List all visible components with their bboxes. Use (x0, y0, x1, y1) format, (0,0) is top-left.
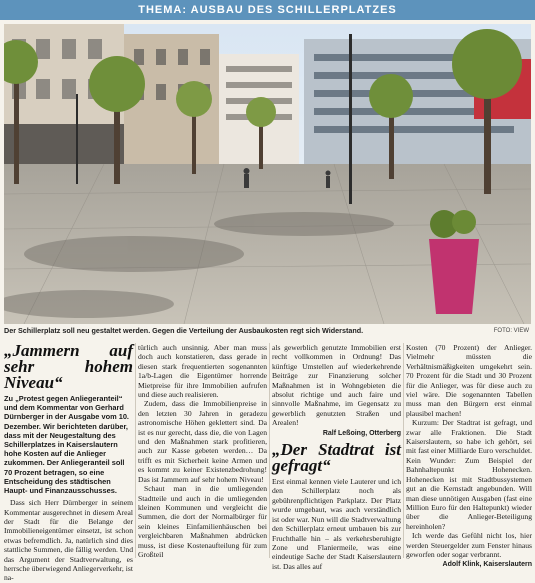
column-divider (135, 343, 136, 558)
photo-credit: FOTO: VIEW (493, 328, 529, 334)
article1-headline: „Jammern auf sehr hohem Niveau“ (4, 341, 133, 392)
article1-paragraph: als gewerblich genutzte Immobilien erst recht vollkommen in Ordnung! Das künftige Umstellen auf wiederkehrende Beiträge zur Finanzierung solcher Maßnahmen ist in Wohngebieten die absolut richtige und auch faire und sinnvolle Maßnahme, im Gegensatz zu gewerblich genutzten Straßen und Arealen! (272, 343, 401, 428)
article1-signature: Ralf Leßoing, Otterberg (322, 429, 401, 437)
article2-paragraph: Erst einmal kennen viele Lauterer und ich den Schillerplatz noch als gebührenpflichtigen Parkplatz. Der Platz wurde umgebaut, was auch verständlich ist oder war. Nun will die Stadtverwaltung den Schillerplatz erneut umbauen bis zur Fruchthalle hin – als verkehrsberuhigte Zone und Flaniermeile, was eine eindeutige Sache der Stadt Kaiserslautern ist. Das alles auf (272, 477, 401, 571)
article-photo (4, 24, 531, 324)
column-4 (406, 343, 532, 574)
article2-paragraph: Kosten (70 Prozent) der Anlieger. Vielmehr müssten die Verhältnismäßigkeiten umgekehrt sein. 70 Prozent für die Stadt und 30 Prozent für die Anlieger, was für diese auch zu viel wäre. Die sogenannten Tabellen muss man den Bürgern erst einmal plausibel machen! (406, 343, 532, 418)
article1-paragraph: Dass sich Herr Dürnberger in seinem Kommentar ausgerechnet in diesem Areal der Stadt für die Belange der Immobilieneigentümer einsetzt, ist schon etwas befremdlich. Ja, natürlich sind dies stattliche Summen, die fällig werden. Und das Argument der Stadtverwaltung, es herrsche überwiegend Anliegerverkehr, ist na- (4, 498, 133, 583)
section-header: THEMA: AUSBAU DES SCHILLERPLATZES (0, 0, 535, 20)
article1-lead: Zu „Protest gegen Anliegeranteil“ und dem Kommentar von Gerhard Dürnberger in der Ausgabe vom 10. Dezember. Wir berichteten darüber, dass mit der Neugestaltung des Schillerplatzes in Kaiserslautern hohe Kosten auf die Anlieger zukommen. Der Anliegeranteil soll 70 Prozent betragen, so eine Entscheidung des städtischen Haupt- und Finanzausschusses. (4, 394, 129, 496)
column-divider (269, 343, 270, 558)
article2-paragraph: Kurzum: Der Stadtrat ist gefragt, und zwar alle Fraktionen. Die Stadt Kaiserslautern, so habe ich gehört, sei mit fast einer Milliarde Euro verschuldet. Kein Wunder: Zum Beispiel der Bahnhaltepunkt Hohenecken. Hohenecken ist mit Stadtbussystemen gut an die Kernstadt angebunden. Will man diese unnötigen Ausgaben (fast eine Million Euro für den Haltepunkt) wieder über die Anlieger-Beteiligung hereinholen? (406, 418, 532, 531)
column-3 (272, 343, 401, 571)
article2-paragraph: Ich werde das Gefühl nicht los, hier werden Steuergelder zum Fenster hinaus geworfen oder sogar verbrannt. (406, 531, 532, 559)
photo-caption-row (4, 325, 531, 337)
column-divider (403, 343, 404, 558)
article1-paragraph: Zudem, dass die Immobilienpreise in den letzten 30 Jahren in geradezu astronomische Höhen geklettert sind. Da ist es nur gerecht, dass die, die von Lagen und den Maßnahmen stark profitieren, auch zur Kasse gebeten werden… Da trifft es mit Sicherheit keine Armen und es kommt zu keiner Existenzbedrohung! Das ist Jammern auf sehr hohem Niveau! (138, 399, 267, 484)
article1-paragraph: Schaut man in die umliegenden Stadtteile und auch in die umliegenden kleinen Kommunen und vergleicht die Summen, die dort der Normalbürger für sein kleines Einfamilienhäuschen bei vergleichbaren Maßnahmen abdrücken muss, ist diese Kostenaufteilung für zum Großteil (138, 484, 267, 559)
column-2 (138, 343, 267, 559)
article1-paragraph: türlich auch unsinnig. Aber man muss doch auch konstatieren, dass gerade in diesen stark frequentierten sogenannten 1a/b-Lagen die Eigentümer horrende Mietpreise für ihre Immobilien aufrufen und diese auch realisieren. (138, 343, 267, 400)
schillerplatz-photo (4, 24, 531, 324)
article2-signature: Adolf Klink, Kaiserslautern (442, 561, 532, 569)
article2-headline: „Der Stadtrat ist gefragt“ (272, 440, 401, 476)
column-1 (4, 343, 133, 583)
photo-caption: Der Schillerplatz soll neu gestaltet werden. Gegen die Verteilung der Ausbaukosten regt sich Widerstand. (4, 326, 364, 335)
